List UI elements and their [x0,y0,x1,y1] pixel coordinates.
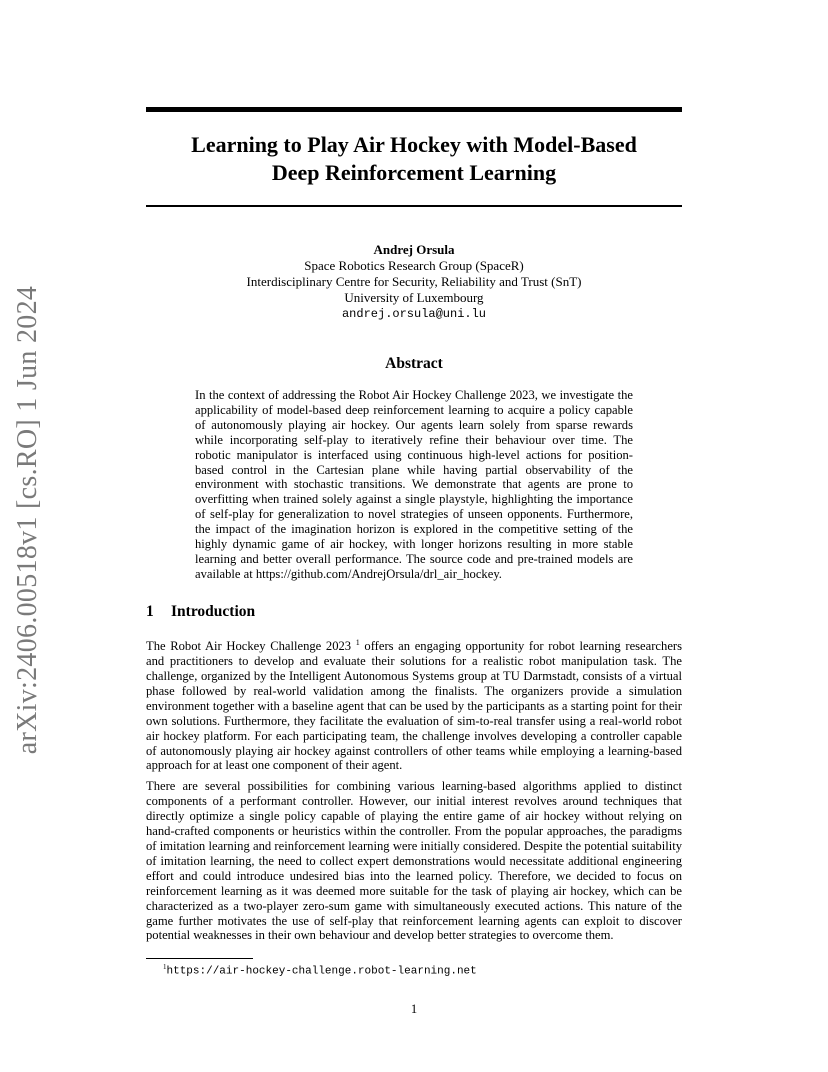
footnote-url[interactable]: https://air-hockey-challenge.robot-learning.net [166,965,477,978]
footnote-ref[interactable]: 1 [355,638,360,647]
author-name: Andrej Orsula [373,242,455,257]
author-affiliation-3: University of Luxembourg [344,290,484,305]
abstract-heading: Abstract [385,355,443,372]
introduction-body [146,636,682,949]
page-number: 1 [410,1002,418,1016]
title-line-2: Deep Reinforcement Learning [271,160,557,185]
author-affiliation-2: Interdisciplinary Centre for Security, Reliability and Trust (SnT) [246,274,582,289]
arxiv-side-stamp [0,280,56,760]
title-line-1: Learning to Play Air Hockey with Model-Based [191,132,637,157]
section-heading [146,603,682,621]
section-number: 1 [146,603,154,620]
intro-paragraph-1 [146,636,682,773]
section-title: Introduction [171,603,256,620]
intro-p1-rest: offers an engaging opportunity for robot learning researchers and practitioners to develop and evaluate their solutions for a realistic robot manipulation task. The challenge, organized by the Intelligent Autonomous Systems group at TU Darmstadt, consists of a virtual phase followed by real-world validation among the finalists. The organizers provide a simulation environment together with a baseline agent that can be used by the participants as a starting point for their own solutions. Furthermore, they facilitate the evaluation of sim-to-real transfer using a real-world robot air hockey platform. For each participating team, the challenge involves developing a controller capable of autonomously playing air hockey against controllers of other teams while employing a learning-based approach for at least one component of their agent. [146,639,683,773]
intro-paragraph-2: There are several possibilities for combining various learning-based algorithms applied to distinct components of a performant controller. However, our initial interest revolves around techniques that directly optimize a single policy capable of playing the entire game of air hockey without relying on hand-crafted components or heuristics within the controller. From the popular approaches, the paradigms of imitation learning and reinforcement learning were initially considered. Despite the potential suitability of imitation learning, the need to collect expert demonstrations would necessitate additional engineering effort and could introduce undesired bias into the learned policy. Therefore, we decided to focus on reinforcement learning as it was deemed more suitable for the task of playing air hockey, which can be characterized as a two-player zero-sum game with simultaneously executed actions. This nature of the game further motivates the use of self-play that reinforcement learning agents can exploit to discover potential weaknesses in their own behaviour and develop better strategies to overcome them. [146,779,682,943]
footnote-rule [146,958,253,959]
author-affiliation-1: Space Robotics Research Group (SpaceR) [304,258,524,273]
title-top-rule [146,107,682,112]
footnote [163,963,477,978]
title-bottom-rule [146,205,682,207]
arxiv-identifier: arXiv:2406.00518v1 [cs.RO] 1 Jun 2024 [12,285,43,755]
author-block [146,242,682,322]
footnote-mark: 1 [163,963,167,971]
paper-title [146,131,682,187]
intro-p1-start: The Robot Air Hockey Challenge 2023 [146,639,352,654]
author-email[interactable]: andrej.orsula@uni.lu [341,307,487,321]
abstract-text: In the context of addressing the Robot Air Hockey Challenge 2023, we investigate the applicability of model-based deep reinforcement learning to acquire a policy capable of autonomously playing air hockey. Our agents learn solely from sparse rewards while incorporating self-play to iteratively refine their behaviour over time. The robotic manipulator is interfaced using continuous high-level actions for position-based control in the Cartesian plane while having partial observability of the environment with stochastic transitions. We demonstrate that agents are prone to overfitting when trained solely against a single playstyle, highlighting the importance of self-play for generalization to novel strategies of unseen opponents. Furthermore, the impact of the imagination horizon is explored in the competitive setting of the highly dynamic game of air hockey, with longer horizons resulting in more stable learning and better overall performance. The source code and pre-trained models are available at https://github.com/AndrejOrsula/drl_air_hockey. [195,388,633,581]
